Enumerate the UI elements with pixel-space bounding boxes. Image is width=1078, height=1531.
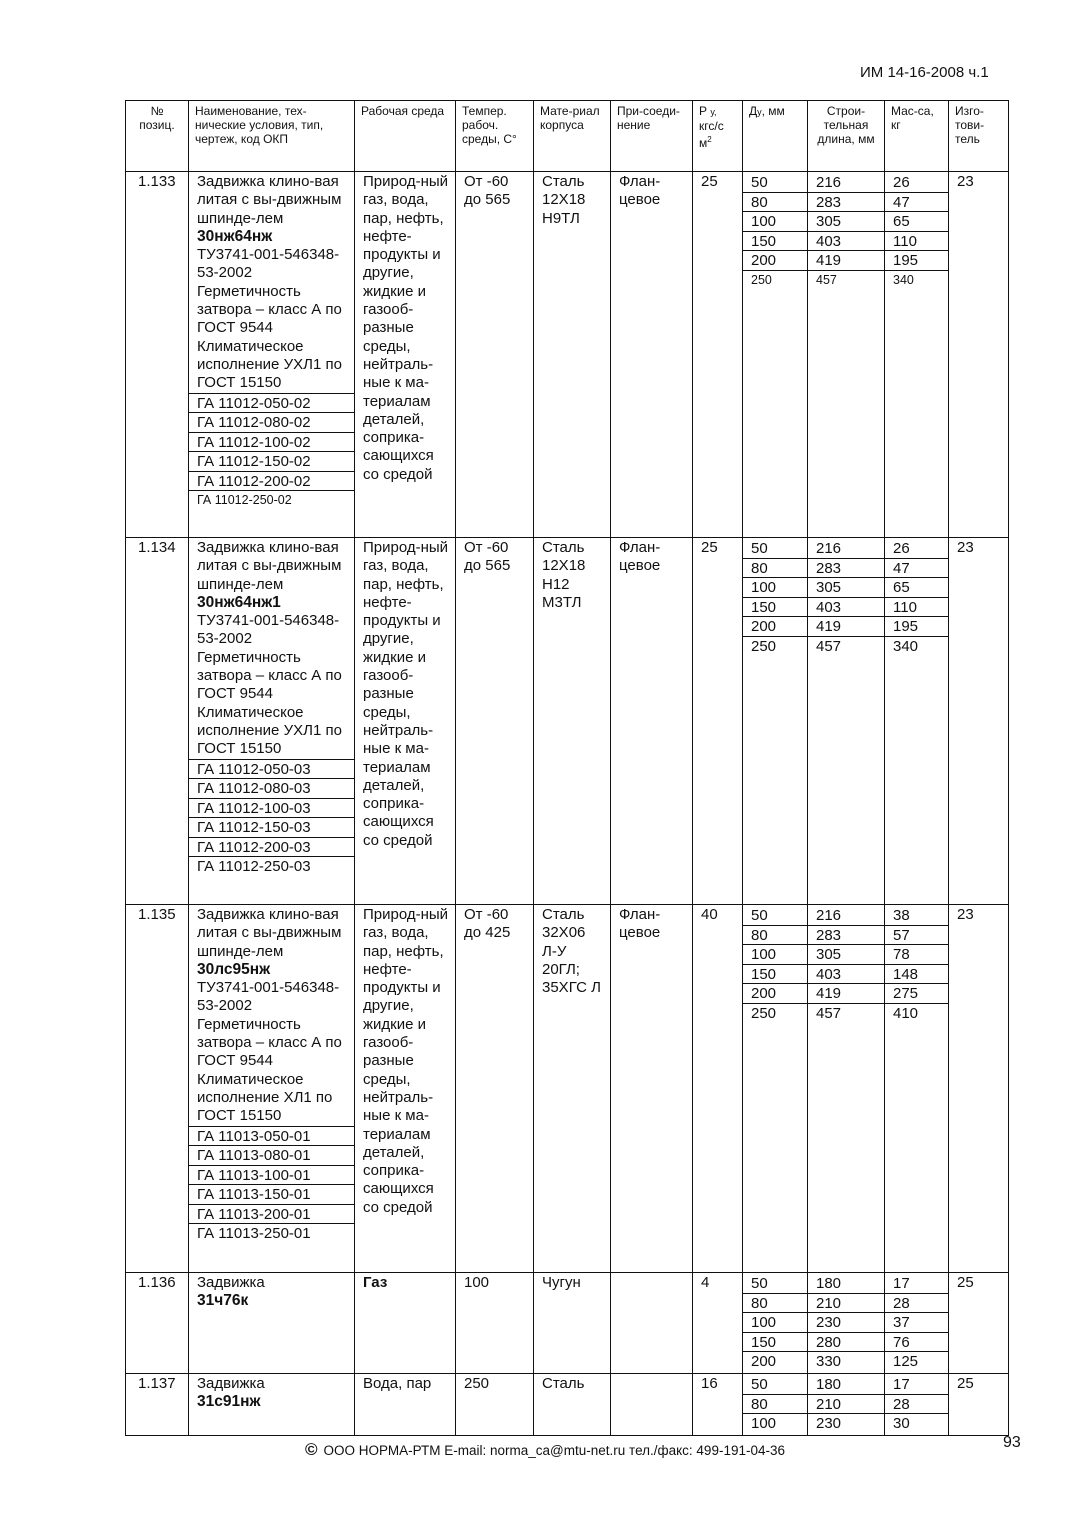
cell-pressure: 16 — [693, 1374, 743, 1436]
length-value: 403 — [808, 597, 884, 617]
length-value: 216 — [816, 907, 842, 924]
length-value: 283 — [808, 192, 884, 212]
dn-value: 200 — [743, 616, 807, 636]
valve-model: 31ч76к — [197, 1292, 249, 1310]
mass-value: 76 — [885, 1332, 948, 1352]
dn-value: 80 — [743, 1293, 807, 1313]
cell-maker: 25 — [949, 1273, 1009, 1374]
length-value: 283 — [808, 925, 884, 945]
mass-value: 26 — [893, 174, 910, 191]
cell-dn — [743, 905, 808, 1273]
col-header-material: Мате-риал корпуса — [534, 101, 611, 172]
drawing-code: ГА 11012-100-03 — [189, 798, 354, 818]
cell-pos: 1.136 — [126, 1273, 189, 1374]
mass-value: 340 — [885, 636, 948, 656]
col-header-temp: Темпер. рабоч. среды, С° — [456, 101, 534, 172]
col-header-name: Наименование, тех-нические условия, тип, чертеж, код ОКП — [189, 101, 355, 172]
drawing-code: ГА 11013-100-01 — [189, 1165, 354, 1185]
length-value: 457 — [808, 636, 884, 656]
dn-d: Д — [749, 104, 758, 118]
length-value: 403 — [808, 231, 884, 251]
table-row — [126, 905, 1009, 1273]
dn-value: 50 — [751, 907, 768, 924]
length-value: 216 — [816, 540, 842, 557]
dn-sub: у — [757, 107, 762, 117]
valve-model: 30нж64нж — [197, 227, 273, 245]
mass-value: 125 — [885, 1351, 948, 1371]
dn-value: 250 — [743, 1003, 807, 1023]
mass-value: 410 — [885, 1003, 948, 1023]
cell-temp: От -60 до 565 — [456, 172, 534, 538]
pressure-unit: кгс/с м — [699, 119, 724, 150]
footer — [305, 1440, 785, 1460]
mass-value: 110 — [885, 231, 948, 251]
pressure-sup: 2 — [707, 135, 712, 144]
copyright-icon: © — [305, 1440, 318, 1459]
cell-mass — [885, 1374, 949, 1436]
table-row — [126, 172, 1009, 538]
cell-temp: 100 — [456, 1273, 534, 1374]
dn-value: 50 — [751, 1275, 768, 1292]
col-header-dn — [743, 101, 808, 172]
valve-description: ТУ3741-001-546348-53-2002 Герметичность затвора – класс А по ГОСТ 9544 Климатическое исполнение УХЛ1 по ГОСТ 15150 — [197, 246, 342, 392]
document-code: ИМ 14-16-2008 ч.1 — [860, 64, 989, 81]
mass-value: 47 — [885, 192, 948, 212]
dn-value: 200 — [743, 1351, 807, 1371]
length-value: 283 — [808, 558, 884, 578]
dn-value: 80 — [743, 925, 807, 945]
dn-value: 100 — [743, 211, 807, 231]
cell-material: Сталь 32Х06 Л-У 20ГЛ; 35ХГС Л — [534, 905, 611, 1273]
cell-length — [808, 538, 885, 905]
dn-value: 150 — [743, 597, 807, 617]
cell-pressure: 25 — [693, 538, 743, 905]
length-value: 216 — [816, 174, 842, 191]
cell-pos: 1.134 — [126, 538, 189, 905]
cell-length — [808, 1374, 885, 1436]
drawing-code: ГА 11012-250-02 — [189, 490, 354, 510]
cell-maker: 25 — [949, 1374, 1009, 1436]
mass-value: 57 — [885, 925, 948, 945]
cell-temp: От -60 до 565 — [456, 538, 534, 905]
drawing-code: ГА 11012-050-02 — [189, 393, 354, 413]
length-value: 230 — [808, 1312, 884, 1332]
cell-connection: Флан-цевое — [611, 172, 693, 538]
mass-value: 28 — [885, 1293, 948, 1313]
col-header-connection: При-соеди-нение — [611, 101, 693, 172]
mass-value: 275 — [885, 983, 948, 1003]
cell-material: Чугун — [534, 1273, 611, 1374]
table-row — [126, 538, 1009, 905]
cell-connection — [611, 1374, 693, 1436]
cell-name — [189, 538, 355, 905]
valve-name: Задвижка клино-вая литая с вы-движным шпинде-лем — [197, 906, 342, 960]
dn-value: 50 — [751, 174, 768, 191]
length-value: 210 — [808, 1293, 884, 1313]
length-value: 305 — [808, 577, 884, 597]
length-value: 180 — [816, 1376, 842, 1393]
cell-mass — [885, 538, 949, 905]
valve-spec-table — [125, 100, 1009, 1436]
cell-name — [189, 1273, 355, 1374]
length-value: 457 — [808, 1003, 884, 1023]
mass-value: 17 — [893, 1376, 910, 1393]
drawing-code: ГА 11013-150-01 — [189, 1184, 354, 1204]
cell-medium: Природ-ный газ, вода, пар, нефть, нефте-продукты и другие, жидкие и газооб-разные среды, нейтраль-ные к ма-териалам деталей, соприка-сающихся со средой — [355, 905, 456, 1273]
mass-value: 65 — [885, 577, 948, 597]
dn-value: 150 — [743, 231, 807, 251]
length-value: 305 — [808, 944, 884, 964]
mass-value: 340 — [885, 270, 948, 290]
cell-medium: Газ — [355, 1273, 456, 1374]
valve-description: ТУ3741-001-546348-53-2002 Герметичность затвора – класс А по ГОСТ 9544 Климатическое исполнение ХЛ1 по ГОСТ 15150 — [197, 979, 342, 1125]
table-row — [126, 1273, 1009, 1374]
cell-maker: 23 — [949, 172, 1009, 538]
length-value: 330 — [808, 1351, 884, 1371]
drawing-code: ГА 11012-250-03 — [189, 856, 354, 876]
page-number: 93 — [1003, 1434, 1021, 1451]
valve-model: 30нж64нж1 — [197, 593, 281, 611]
dn-value: 50 — [751, 540, 768, 557]
col-header-mass: Мас-са, кг — [885, 101, 949, 172]
cell-material: Сталь 12Х18 Н12 М3ТЛ — [534, 538, 611, 905]
mass-value: 195 — [885, 250, 948, 270]
valve-name: Задвижка — [197, 1274, 265, 1291]
cell-name — [189, 905, 355, 1273]
col-header-pressure — [693, 101, 743, 172]
mass-value: 110 — [885, 597, 948, 617]
dn-value: 80 — [743, 192, 807, 212]
length-value: 280 — [808, 1332, 884, 1352]
length-value: 419 — [808, 250, 884, 270]
length-value: 419 — [808, 983, 884, 1003]
col-header-pos: № позиц. — [126, 101, 189, 172]
table-row — [126, 1374, 1009, 1436]
cell-temp: От -60 до 425 — [456, 905, 534, 1273]
mass-value: 38 — [893, 907, 910, 924]
valve-name: Задвижка — [197, 1375, 265, 1392]
dn-value: 250 — [743, 270, 807, 290]
cell-dn — [743, 1374, 808, 1436]
cell-pos: 1.135 — [126, 905, 189, 1273]
cell-dn — [743, 538, 808, 905]
mass-value: 28 — [885, 1394, 948, 1414]
cell-connection: Флан-цевое — [611, 905, 693, 1273]
cell-length — [808, 1273, 885, 1374]
cell-pressure: 40 — [693, 905, 743, 1273]
cell-pos: 1.137 — [126, 1374, 189, 1436]
valve-description: ТУ3741-001-546348-53-2002 Герметичность затвора – класс А по ГОСТ 9544 Климатическое исполнение УХЛ1 по ГОСТ 15150 — [197, 612, 342, 758]
cell-mass — [885, 1273, 949, 1374]
cell-dn — [743, 172, 808, 538]
drawing-code: ГА 11013-050-01 — [189, 1126, 354, 1146]
cell-material: Сталь 12Х18 Н9ТЛ — [534, 172, 611, 538]
valve-name: Задвижка клино-вая литая с вы-движным шпинде-лем — [197, 539, 342, 593]
cell-medium: Природ-ный газ, вода, пар, нефть, нефте-продукты и другие, жидкие и газооб-разные среды, нейтраль-ные к ма-териалам деталей, соприка-сающихся со средой — [355, 172, 456, 538]
cell-medium: Вода, пар — [355, 1374, 456, 1436]
cell-name — [189, 1374, 355, 1436]
mass-value: 78 — [885, 944, 948, 964]
length-value: 305 — [808, 211, 884, 231]
drawing-code: ГА 11012-080-02 — [189, 412, 354, 432]
mass-value: 195 — [885, 616, 948, 636]
dn-value: 100 — [743, 944, 807, 964]
dn-value: 80 — [743, 558, 807, 578]
cell-medium: Природ-ный газ, вода, пар, нефть, нефте-продукты и другие, жидкие и газооб-разные среды, нейтраль-ные к ма-териалам деталей, соприка-сающихся со средой — [355, 538, 456, 905]
length-value: 419 — [808, 616, 884, 636]
dn-value: 250 — [743, 636, 807, 656]
dn-value: 200 — [743, 250, 807, 270]
drawing-code: ГА 11013-250-01 — [189, 1223, 354, 1243]
cell-pos: 1.133 — [126, 172, 189, 538]
mass-value: 47 — [885, 558, 948, 578]
cell-name — [189, 172, 355, 538]
dn-value: 200 — [743, 983, 807, 1003]
pressure-p: Р — [699, 104, 708, 118]
dn-value: 50 — [751, 1376, 768, 1393]
drawing-code: ГА 11012-080-03 — [189, 778, 354, 798]
valve-name: Задвижка клино-вая литая с вы-движным шпинде-лем — [197, 173, 342, 227]
cell-material: Сталь — [534, 1374, 611, 1436]
mass-value: 65 — [885, 211, 948, 231]
cell-length — [808, 172, 885, 538]
dn-value: 150 — [743, 964, 807, 984]
dn-value: 80 — [743, 1394, 807, 1414]
dn-value: 100 — [743, 577, 807, 597]
dn-value: 150 — [743, 1332, 807, 1352]
footer-text: ООО НОРМА-РТМ E-mail: norma_ca@mtu-net.ru тел./факс: 499-191-04-36 — [323, 1443, 785, 1458]
length-value: 180 — [816, 1275, 842, 1292]
cell-dn — [743, 1273, 808, 1374]
valve-model: 31с91нж — [197, 1393, 261, 1411]
cell-pressure: 25 — [693, 172, 743, 538]
mass-value: 148 — [885, 964, 948, 984]
drawing-code: ГА 11012-200-02 — [189, 471, 354, 491]
mass-value: 26 — [893, 540, 910, 557]
drawing-code: ГА 11013-080-01 — [189, 1145, 354, 1165]
col-header-maker: Изго-тови-тель — [949, 101, 1009, 172]
cell-pressure: 4 — [693, 1273, 743, 1374]
length-value: 457 — [808, 270, 884, 290]
mass-value: 37 — [885, 1312, 948, 1332]
col-header-length: Строи-тельная длина, мм — [808, 101, 885, 172]
length-value: 210 — [808, 1394, 884, 1414]
pressure-sub: у, — [710, 107, 717, 117]
drawing-code: ГА 11012-100-02 — [189, 432, 354, 452]
mass-value: 30 — [885, 1413, 948, 1433]
cell-mass — [885, 172, 949, 538]
cell-mass — [885, 905, 949, 1273]
dn-value: 100 — [743, 1413, 807, 1433]
drawing-code: ГА 11012-150-03 — [189, 817, 354, 837]
drawing-code: ГА 11013-200-01 — [189, 1204, 354, 1224]
dn-unit: , мм — [761, 104, 785, 118]
drawing-code: ГА 11012-050-03 — [189, 759, 354, 779]
dn-value: 100 — [743, 1312, 807, 1332]
drawing-code: ГА 11012-200-03 — [189, 837, 354, 857]
cell-maker: 23 — [949, 538, 1009, 905]
col-header-medium: Рабочая среда — [355, 101, 456, 172]
length-value: 230 — [808, 1413, 884, 1433]
cell-maker: 23 — [949, 905, 1009, 1273]
length-value: 403 — [808, 964, 884, 984]
drawing-code: ГА 11012-150-02 — [189, 451, 354, 471]
cell-connection: Флан-цевое — [611, 538, 693, 905]
valve-model: 30лс95нж — [197, 960, 271, 978]
mass-value: 17 — [893, 1275, 910, 1292]
cell-length — [808, 905, 885, 1273]
cell-connection — [611, 1273, 693, 1374]
cell-temp: 250 — [456, 1374, 534, 1436]
table-header-row — [126, 101, 1009, 172]
